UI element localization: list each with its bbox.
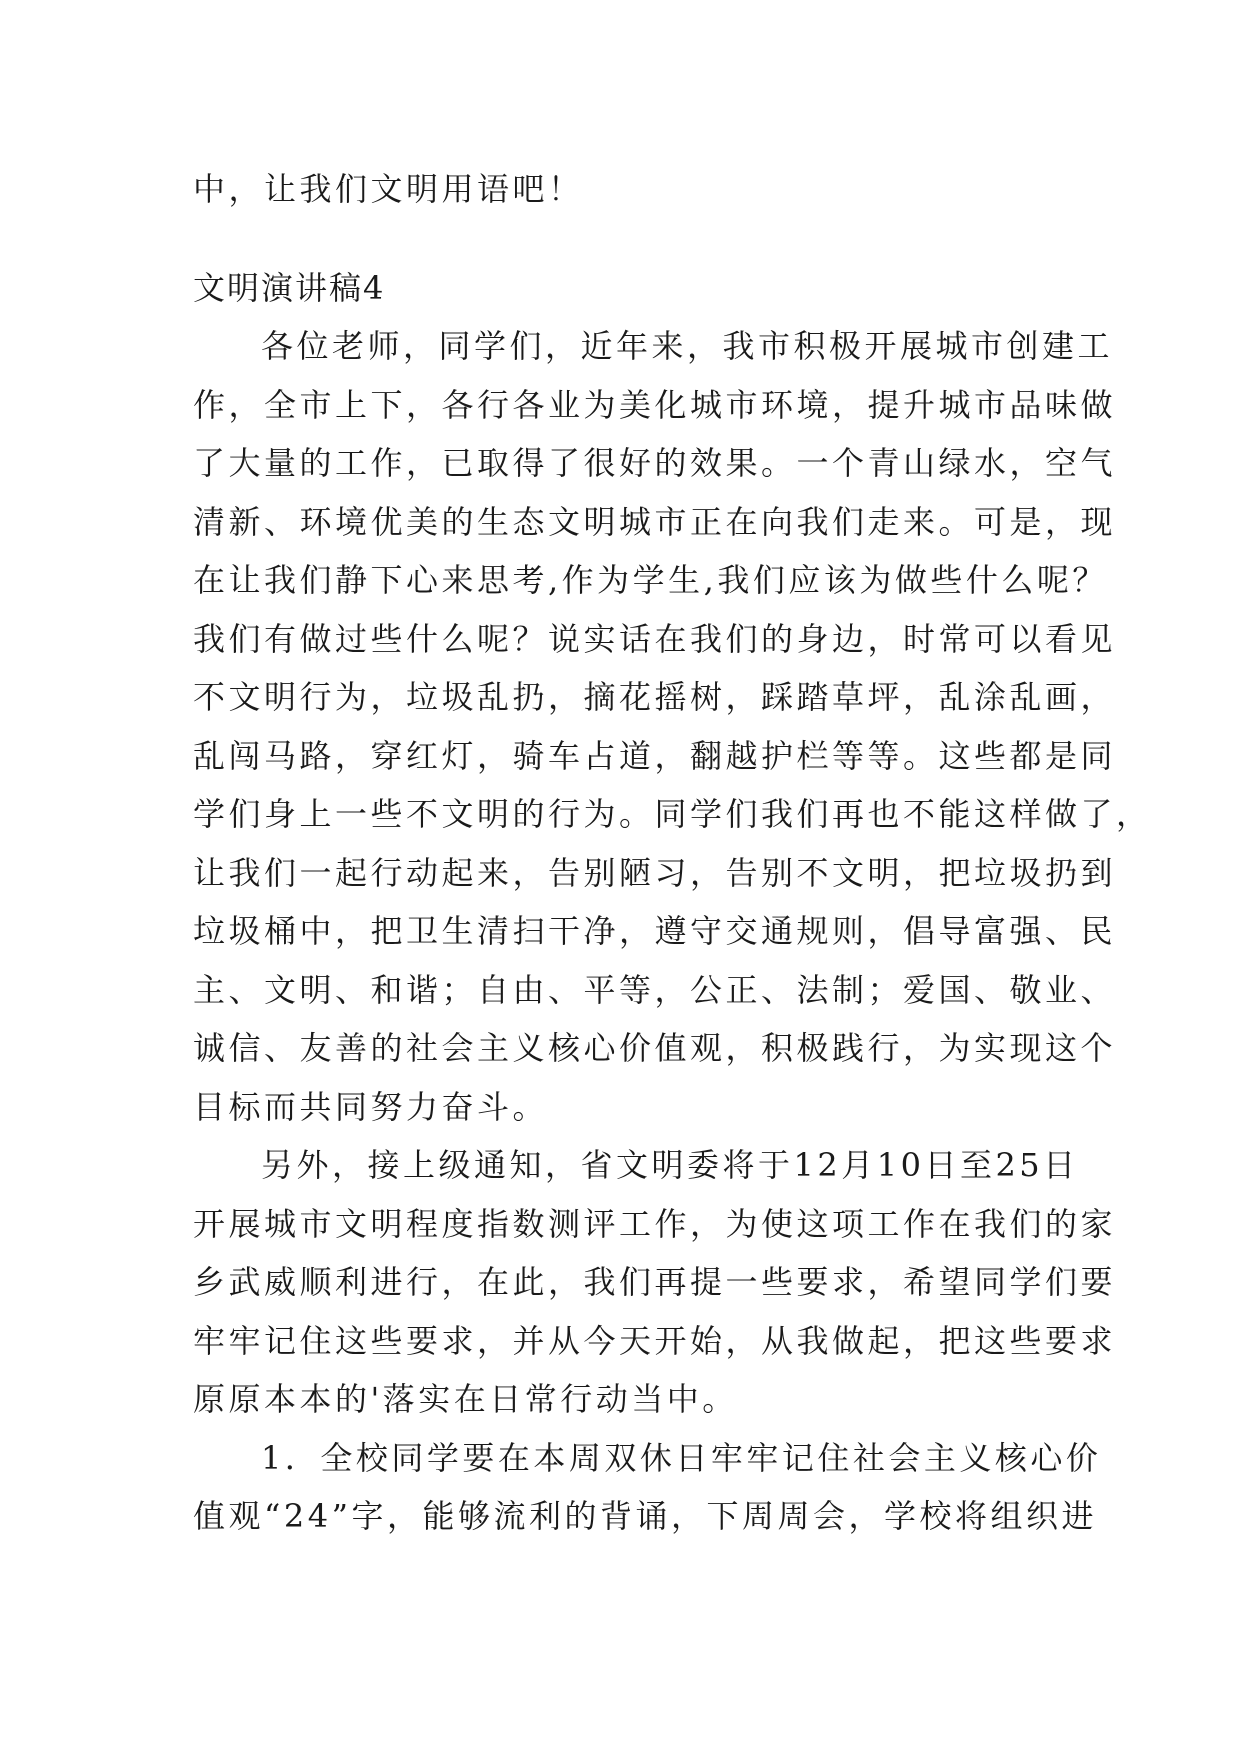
section-title: 文明演讲稿4	[193, 268, 386, 307]
paragraph-line: 垃圾桶中，把卫生清扫干净，遵守交通规则，倡导富强、民	[193, 912, 1117, 950]
paragraph-line: 各位老师，同学们，近年来，我市积极开展城市创建工	[261, 327, 1114, 365]
paragraph-line: 我们有做过些什么呢？说实话在我们的身边，时常可以看见	[193, 619, 1117, 658]
paragraph-3	[193, 1429, 1102, 1546]
paragraph-line: 学们身上一些不文明的行为。同学们我们再也不能这样做了，	[193, 795, 1152, 833]
paragraph-line: 清新、环境优美的生态文明城市正在向我们走来。可是，现	[193, 502, 1117, 541]
paragraph-line: 让我们一起行动起来，告别陋习，告别不文明，把垃圾扔到	[193, 853, 1117, 892]
paragraph-line: 乱闯马路，穿红灯，骑车占道，翻越护栏等等。这些都是同	[193, 736, 1117, 775]
paragraph-line: 不文明行为，垃圾乱扔，摘花摇树，踩踏草坪，乱涂乱画，	[193, 678, 1117, 716]
intro-line: 中，让我们文明用语吧！	[193, 170, 584, 208]
document-page	[193, 160, 1152, 1546]
paragraph-line: 原原本本的'落实在日常行动当中。	[193, 1380, 738, 1418]
paragraph-line: 牢牢记住这些要求，并从今天开始，从我做起，把这些要求	[193, 1321, 1117, 1360]
paragraph-line: 值观“24”字，能够流利的背诵，下周周会，学校将组织进	[193, 1497, 1097, 1535]
paragraph-line: 了大量的工作，已取得了很好的效果。一个青山绿水，空气	[193, 444, 1117, 482]
paragraph-1	[193, 317, 1152, 1136]
paragraph-2	[193, 1136, 1117, 1429]
section-gap	[193, 219, 1053, 259]
paragraph-line: 目标而共同努力奋斗。	[193, 1087, 549, 1126]
paragraph-line: 诚信、友善的社会主义核心价值观，积极践行，为实现这个	[193, 1029, 1117, 1067]
paragraph-line: 开展城市文明程度指数测评工作，为使这项工作在我们的家	[193, 1204, 1117, 1243]
paragraph-line: 乡武威顺利进行，在此，我们再提一些要求，希望同学们要	[193, 1263, 1117, 1301]
paragraph-line: 另外，接上级通知，省文明委将于12月10日至25日	[261, 1146, 1079, 1184]
paragraph-line: 作，全市上下，各行各业为美化城市环境，提升城市品味做	[193, 385, 1117, 424]
paragraph-line: 在让我们静下心来思考,作为学生,我们应该为做些什么呢？	[193, 561, 1108, 599]
paragraph-line: 主、文明、和谐；自由、平等，公正、法制；爱国、敬业、	[193, 970, 1117, 1009]
paragraph-line: 1．全校同学要在本周双休日牢牢记住社会主义核心价	[261, 1438, 1102, 1477]
